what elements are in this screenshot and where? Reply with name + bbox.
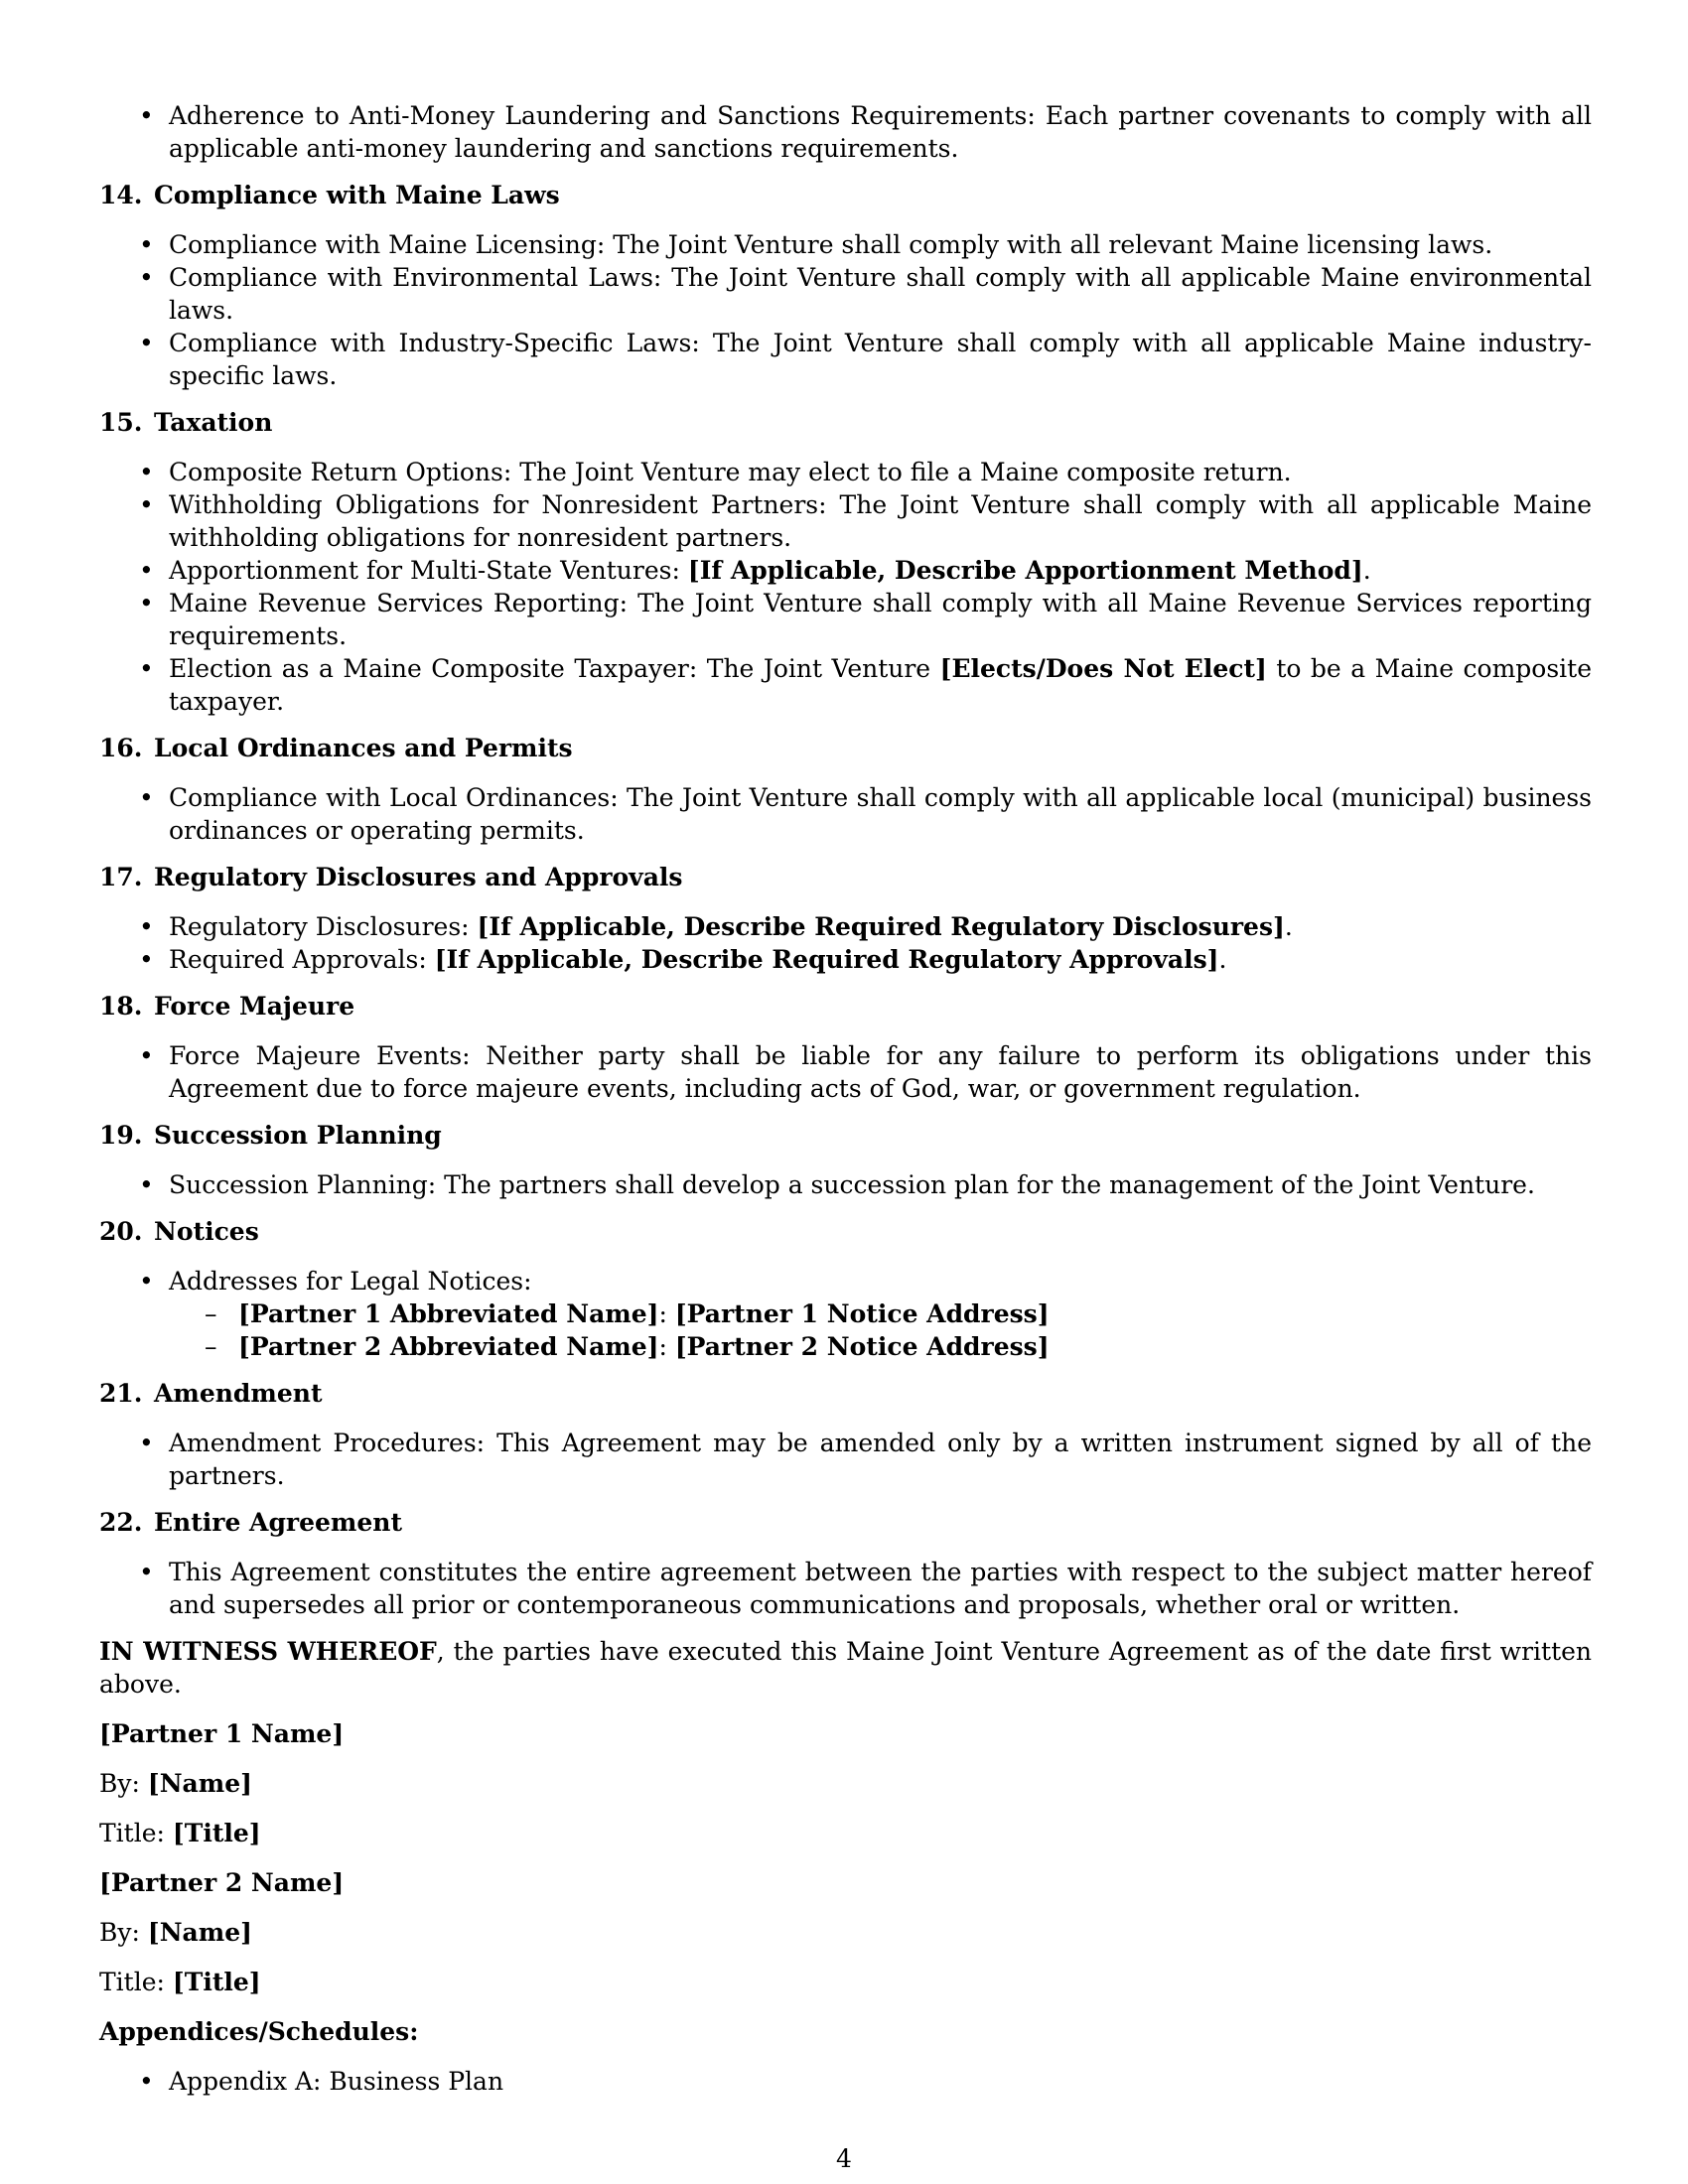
section-21-list bbox=[99, 1427, 1592, 1492]
list-item: • Addresses for Legal Notices: – [Partner 1 Abbreviated Name]: [Partner 1 Notice Address] – [Partner 2 Abbreviated Name]: [Partner 2 Notice Address] bbox=[99, 1265, 1592, 1363]
section-22-list bbox=[99, 1556, 1592, 1621]
notice-address-item: – [Partner 1 Abbreviated Name]: [Partner 1 Notice Address] bbox=[169, 1297, 1592, 1330]
section-16-list bbox=[99, 781, 1592, 847]
list-item: • Compliance with Maine Licensing: The Joint Venture shall comply with all relevant Maine licensing laws. bbox=[99, 228, 1592, 261]
list-item: • Adherence to Anti-Money Laundering and Sanctions Requirements: Each partner covenants to comply with all applicable anti-money laundering and sanctions requirements. bbox=[99, 99, 1592, 165]
partner-2-name: [Partner 2 Name] bbox=[99, 1868, 345, 1897]
partner-1-by-line: By: [Name] bbox=[99, 1769, 252, 1798]
section-18-list bbox=[99, 1039, 1592, 1105]
partner-2-by-line: By: [Name] bbox=[99, 1918, 252, 1947]
list-item: • Compliance with Environmental Laws: The Joint Venture shall comply with all applicable Maine environmental laws. bbox=[99, 261, 1592, 327]
section-heading-16: 16. Local Ordinances and Permits bbox=[99, 734, 573, 762]
section-14-list bbox=[99, 228, 1592, 392]
list-item: • Regulatory Disclosures: [If Applicable, Describe Required Regulatory Disclosures]. bbox=[99, 910, 1592, 943]
section-heading-14: 14. Compliance with Maine Laws bbox=[99, 181, 560, 209]
section-20-list bbox=[99, 1265, 1592, 1363]
section-heading-17: 17. Regulatory Disclosures and Approvals bbox=[99, 863, 683, 891]
aml-list bbox=[99, 99, 1592, 165]
witness-paragraph: IN WITNESS WHEREOF, the parties have executed this Maine Joint Venture Agreement as of the date first written above. bbox=[99, 1637, 1593, 1699]
placeholder-text: [If Applicable, Describe Apportionment Method] bbox=[687, 556, 1363, 585]
list-item: • Election as a Maine Composite Taxpayer: The Joint Venture [Elects/Does Not Elect] to be a Maine composite taxpayer. bbox=[99, 652, 1592, 718]
list-item: • Composite Return Options: The Joint Venture may elect to file a Maine composite return. bbox=[99, 456, 1592, 488]
list-item: • Withholding Obligations for Nonresident Partners: The Joint Venture shall comply with all applicable Maine withholding obligations for nonresident partners. bbox=[99, 488, 1592, 554]
section-heading-19: 19. Succession Planning bbox=[99, 1121, 442, 1150]
partner-2-title-line: Title: [Title] bbox=[99, 1968, 261, 1996]
section-heading-22: 22. Entire Agreement bbox=[99, 1508, 402, 1537]
appendices-heading: Appendices/Schedules: bbox=[99, 2017, 419, 2046]
list-item: • Apportionment for Multi-State Ventures: [If Applicable, Describe Apportionment Method]. bbox=[99, 554, 1592, 587]
list-item: • Appendix A: Business Plan bbox=[99, 2065, 1592, 2098]
list-item: • Force Majeure Events: Neither party shall be liable for any failure to perform its obligations under this Agreement due to force majeure events, including acts of God, war, or government regulation. bbox=[99, 1039, 1592, 1105]
list-item: • Amendment Procedures: This Agreement may be amended only by a written instrument signed by all of the partners. bbox=[99, 1427, 1592, 1492]
placeholder-text: [If Applicable, Describe Required Regulatory Disclosures] bbox=[477, 912, 1285, 941]
notice-address-list bbox=[169, 1297, 1592, 1363]
placeholder-text: [If Applicable, Describe Required Regulatory Approvals] bbox=[434, 945, 1219, 974]
partner-1-name: [Partner 1 Name] bbox=[99, 1719, 345, 1748]
list-item: • Maine Revenue Services Reporting: The Joint Venture shall comply with all Maine Revenue Services reporting requirements. bbox=[99, 587, 1592, 652]
list-item: • Required Approvals: [If Applicable, Describe Required Regulatory Approvals]. bbox=[99, 943, 1592, 976]
section-19-list bbox=[99, 1168, 1592, 1201]
list-item: • Succession Planning: The partners shall develop a succession plan for the management of the Joint Venture. bbox=[99, 1168, 1592, 1201]
notice-address-item: – [Partner 2 Abbreviated Name]: [Partner 2 Notice Address] bbox=[169, 1330, 1592, 1363]
list-item: • Compliance with Industry-Specific Laws: The Joint Venture shall comply with all applicable Maine industry-specific laws. bbox=[99, 327, 1592, 392]
placeholder-text: [Elects/Does Not Elect] bbox=[939, 654, 1267, 683]
list-item: • Compliance with Local Ordinances: The Joint Venture shall comply with all applicable local (municipal) business ordinances or operating permits. bbox=[99, 781, 1592, 847]
section-heading-21: 21. Amendment bbox=[99, 1379, 323, 1408]
list-item: • This Agreement constitutes the entire agreement between the parties with respect to the subject matter hereof and supersedes all prior or contemporaneous communications and proposals, whether oral or written. bbox=[99, 1556, 1592, 1621]
section-15-list bbox=[99, 456, 1592, 718]
page-number: 4 bbox=[836, 2144, 852, 2173]
partner-1-title-line: Title: [Title] bbox=[99, 1819, 261, 1847]
section-heading-18: 18. Force Majeure bbox=[99, 992, 355, 1021]
appendices-list bbox=[99, 2065, 1592, 2098]
section-17-list bbox=[99, 910, 1592, 976]
section-heading-15: 15. Taxation bbox=[99, 408, 273, 437]
section-heading-20: 20. Notices bbox=[99, 1217, 259, 1246]
